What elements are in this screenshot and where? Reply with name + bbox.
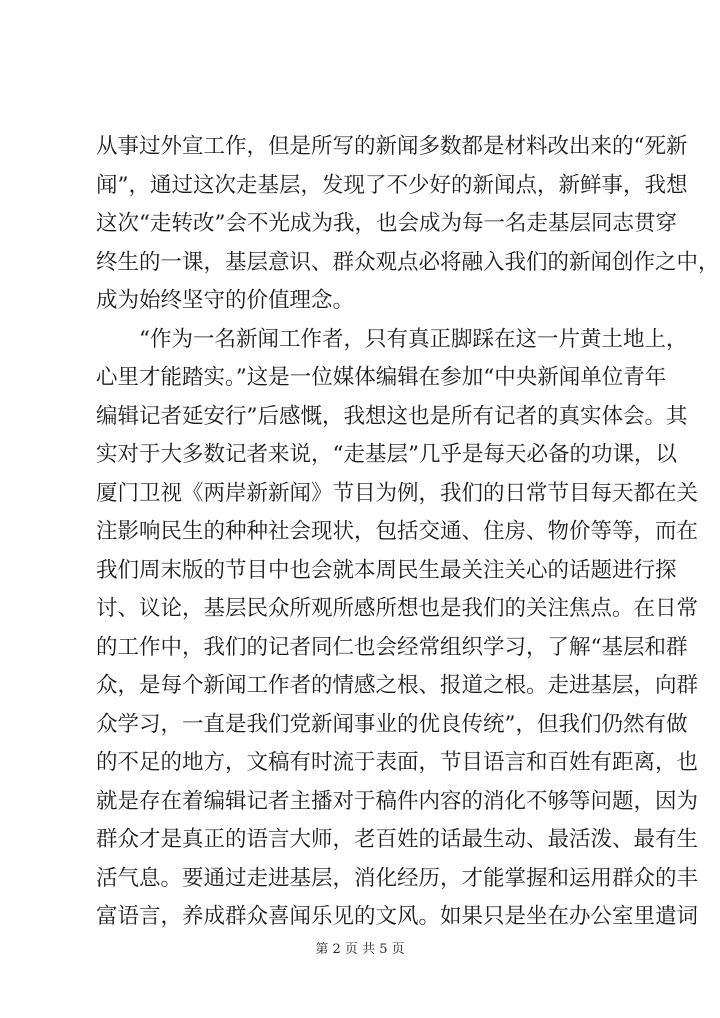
text-line: 心里才能踏实。”这是一位媒体编辑在参加“中央新闻单位青年 xyxy=(96,365,667,390)
text-line: 的工作中，我们的记者同仁也会经常组织学习，了解“基层和群 xyxy=(96,634,688,660)
text-line: 成为始终坚守的价值理念。 xyxy=(96,288,355,313)
text-line: 从事过外宣工作，但是所写的新闻多数都是材料改出来的“死新 xyxy=(96,134,688,159)
paragraph-1 xyxy=(96,128,720,321)
body-text xyxy=(96,128,720,937)
text-line: 活气息。要通过走进基层，消化经历，才能掌握和运用群众的丰 xyxy=(96,865,699,891)
page-footer xyxy=(0,938,720,957)
text-line: 注影响民生的种种社会现状，包括交通、住房、物价等等，而在 xyxy=(96,519,699,544)
text-line: 就是存在着编辑记者主播对于稿件内容的消化不够等问题，因为 xyxy=(96,788,699,814)
text-line: 终生的一课，基层意识、群众观点必将融入我们的新闻创作之中， xyxy=(96,249,720,275)
text-line: 众，是每个新闻工作者的情感之根、报道之根。走进基层，向群 xyxy=(96,673,699,698)
text-line: 众学习，一直是我们党新闻事业的优良传统”，但我们仍然有做 xyxy=(96,711,688,737)
text-line: 编辑记者延安行”后感慨，我想这也是所有记者的真实体会。其 xyxy=(96,403,688,429)
text-line: 的不足的地方，文稿有时流于表面，节目语言和百姓有距离，也 xyxy=(96,750,699,775)
page-number-indicator: 第 2 页 共 5 页 xyxy=(315,942,405,957)
text-line: 富语言，养成群众喜闻乐见的文风。如果只是坐在办公室里遣词 xyxy=(96,904,699,929)
text-line: 这次“走转改”会不光成为我，也会成为每一名走基层同志贯穿 xyxy=(96,211,677,236)
text-line: 我们周末版的节目中也会就本周民生最关注关心的话题进行探 xyxy=(96,557,677,583)
paragraph-2 xyxy=(96,321,699,937)
text-line: “作为一名新闻工作者，只有真正脚踩在这一片黄土地上， xyxy=(139,326,688,352)
text-line: 实对于大多数记者来说，“走基层”几乎是每天必备的功课，以 xyxy=(96,442,677,467)
text-line: 闻”，通过这次走基层，发现了不少好的新闻点，新鲜事，我想 xyxy=(96,172,688,198)
text-line: 厦门卫视《两岸新新闻》节目为例，我们的日常节目每天都在关 xyxy=(96,480,699,506)
text-line: 群众才是真正的语言大师，老百姓的话最生动、最活泼、最有生 xyxy=(96,827,699,852)
text-line: 讨、议论，基层民众所观所感所想也是我们的关注焦点。在日常 xyxy=(96,596,699,621)
